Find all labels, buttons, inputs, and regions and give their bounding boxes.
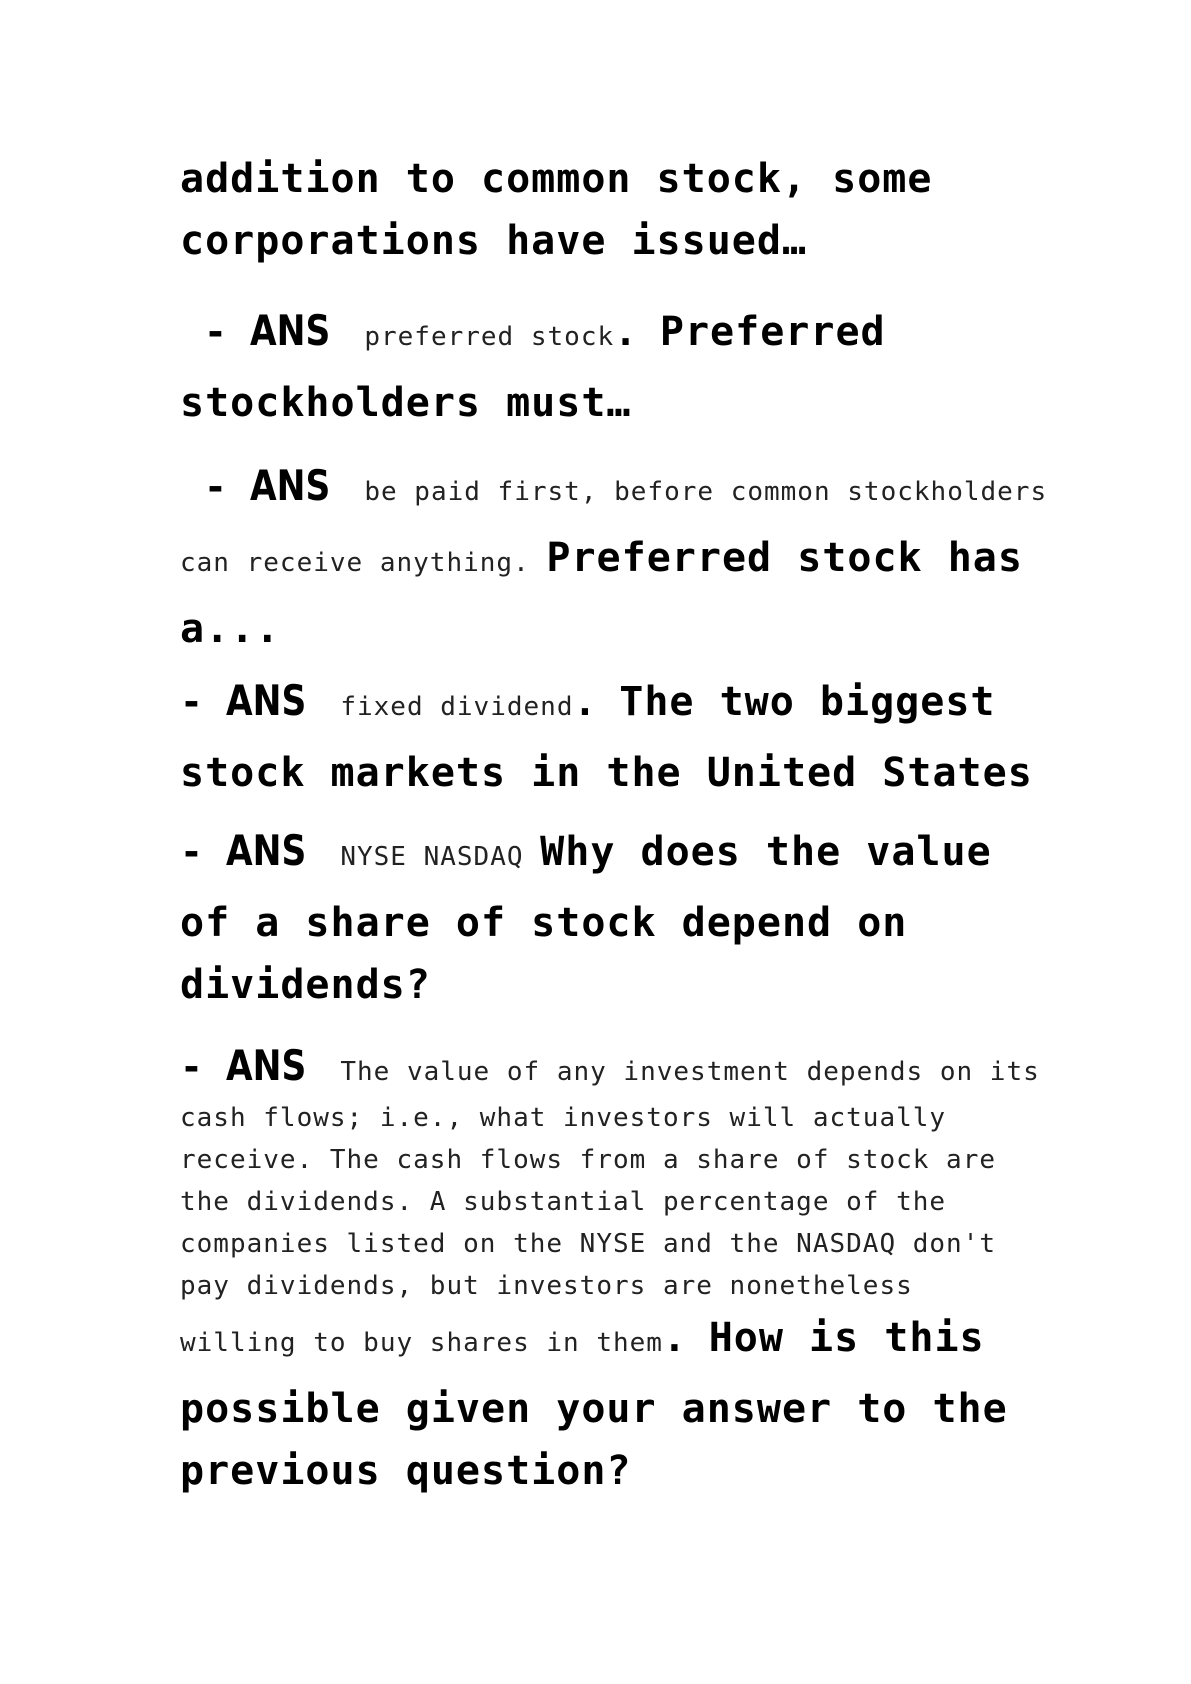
question-text: Preferred stock has <box>546 535 1023 581</box>
question-text: Why does the value <box>540 829 992 875</box>
question-text: corporations have issued… <box>180 218 808 264</box>
answer-text: cash flows; i.e., what investors will actually <box>180 1103 947 1133</box>
answer-text: the dividends. A substantial percentage of the <box>180 1187 947 1217</box>
answer-block-3 <box>180 455 1048 660</box>
answer-period: . <box>662 1316 709 1360</box>
answer-text: NYSE NASDAQ <box>323 842 541 872</box>
ans-label: ANS <box>225 676 307 725</box>
answer-block-5 <box>180 820 1040 1016</box>
answer-dash: - <box>180 1045 226 1089</box>
question-text: Preferred <box>659 309 886 355</box>
answer-dash: - <box>204 465 250 509</box>
question-text: a... <box>180 606 281 652</box>
answer-text: fixed dividend <box>323 692 574 722</box>
answer-text: willing to buy shares in them <box>180 1328 663 1358</box>
answer-period: . <box>614 310 660 354</box>
question-text: possible given your answer to the <box>180 1386 1008 1432</box>
question-text: addition to common stock, some <box>180 156 933 202</box>
answer-text: The value of any investment depends on its <box>323 1057 1040 1087</box>
answer-block-2 <box>180 300 1040 434</box>
answer-block-6 <box>180 1041 1040 1502</box>
question-block-1 <box>180 148 1040 272</box>
answer-text: companies listed on the NYSE and the NASDAQ don't <box>180 1229 997 1259</box>
answer-text: pay dividends, but investors are nonetheless <box>180 1271 913 1301</box>
ans-label: ANS <box>249 461 331 510</box>
question-text: dividends? <box>180 962 431 1008</box>
question-text: The two biggest <box>619 679 996 725</box>
answer-dash: - <box>180 830 226 874</box>
answer-dash: - <box>204 310 250 354</box>
answer-period: . <box>573 680 620 724</box>
answer-text: receive. The cash flows from a share of stock are <box>180 1145 997 1175</box>
question-text: stockholders must… <box>180 380 632 426</box>
answer-block-4 <box>180 670 1040 804</box>
answer-dash: - <box>180 680 226 724</box>
question-text: previous question? <box>180 1448 632 1494</box>
ans-label: ANS <box>225 1041 307 1090</box>
answer-text: can receive anything. <box>180 548 547 578</box>
answer-text: be paid first, before common stockholders <box>347 477 1048 507</box>
ans-label: ANS <box>225 826 307 875</box>
question-text: of a share of stock depend on <box>180 900 908 946</box>
question-text: stock markets in the United States <box>180 750 1033 796</box>
question-text: How is this <box>708 1315 985 1361</box>
ans-label: ANS <box>249 306 331 355</box>
answer-text: preferred stock <box>347 322 615 352</box>
